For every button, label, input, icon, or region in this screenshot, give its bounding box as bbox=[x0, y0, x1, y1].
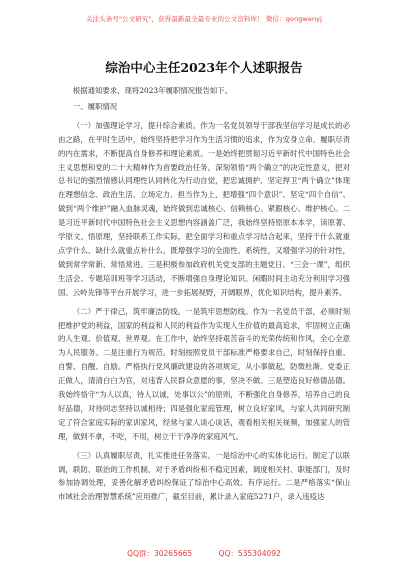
body-paragraph-3: （三）认真履职尽责，扎实推进任务落实。一是综治中心的实体化运行。制定了以联调，联防、联治的工作机制，对于矛盾纠纷和不稳定因素，调度相关村、职能部门，及时参加协调处理，妥善化解矛盾纠纷保证了综治中心高效、有序运行。二是严格落实“保山市域社会治理智慧系统”应用推广，截至目前，累计录入家庭5271户，录入违疫达 bbox=[58, 450, 350, 502]
document-title: 综治中心主任2023年个人述职报告 bbox=[105, 60, 303, 75]
footer-contact bbox=[0, 548, 408, 559]
qq-label: QQ：535304092 bbox=[218, 549, 281, 558]
intro-paragraph: 根据通知要求，现将2023年履职情况报告如下。 bbox=[72, 86, 233, 95]
document-body bbox=[58, 84, 350, 504]
header-banner: 关注头条号"公文研究"，获得最新最全最专业的公文资料库！ 微信：gongwenyj bbox=[85, 15, 323, 23]
body-paragraph-1: （一）加强理论学习，提升综合素质。作为一名党员领导干部我坚信学习是成长的必由之路，在平时生活中，始终坚持把学习作为生活习惯的追求，作为安身立命、履职尽责的内在需求，不断提高自身修养和理论素质。一是始终把贯彻习近平新时代中国特色社会主义思想和党的二十大精神作为首要政治任务。深刻领悟“两个确立”的决定性意义，把对总书记的强烈情感认同理性认同转化为行动自觉，把忠诚拥护、坚定捍卫“两个确立”体现在理想信念、政治生活、立场定力、担当作为上，把增强“四个意识”、坚定“四个自信”、做到“两个维护”融入血脉灵魂，始终做到忠诚核心、信赖核心、紧跟核心、维护核心。二是习近平新时代中国特色社会主义思想内容涵盖广泛，我始终坚持原原本本学，读原著、学原文、悟原理，坚持联系工作实际，把全面学习和重点学习结合起来，坚持干什么就重点学什么、缺什么就重点补什么，既增强学习的全面性、系统性，又增强学习的针对性，做到常学常新、常悟常进。三是积极参加政府机关党支部的主题党日、“三会一课”，组织生活会、专题培训班等学习活动，不断增强自身理论知识。闲暇时间主动充分利用学习强国、云岭先锋等平台开展学习，进一步拓展视野，开阔眼界，优化知识结构，提升素养。 bbox=[58, 120, 350, 297]
qq-group-label: QQ群：30265665 bbox=[127, 549, 193, 558]
body-paragraph-2: （二）严于律己，筑牢廉洁防线。一是筑牢思想防线。作为一名党员干部，必须时刻把维护党的利益，国家的利益和人民的利益作为实现人生价值的最高追求，牢固树立正确的人生观、价值观、世界观。在工作中，始终坚持艰苦奋斗的光荣传统和作风，全心全意为人民服务。二是注重行为规范。时刻按照党员干部标准严格要求自己，时刻保持自重、自警、自醒、自励。严格执行党风廉政建设的各项规定，从小事做起，防微杜渐。党委正正做人，清清白白为官，对违背人民群众意愿的事，坚决不做。三是塑造良好修德品德。我始终恪守“为人以真，待人以诚，处事以公”的原则，不断强化自身修养，培养自己的良好品德，对待同志坚持以诚相待；四是强化家庭管理，树立良好家风，与家人共同研究制定了符合家庭实际的家训家风，经常与家人谈心谈话，观看相关相关视频，加强家人的管理，做到不拿，不吃，不用，树立干干净净的家庭风气。 bbox=[58, 306, 350, 441]
section-heading: 一、履职情况 bbox=[72, 101, 118, 111]
